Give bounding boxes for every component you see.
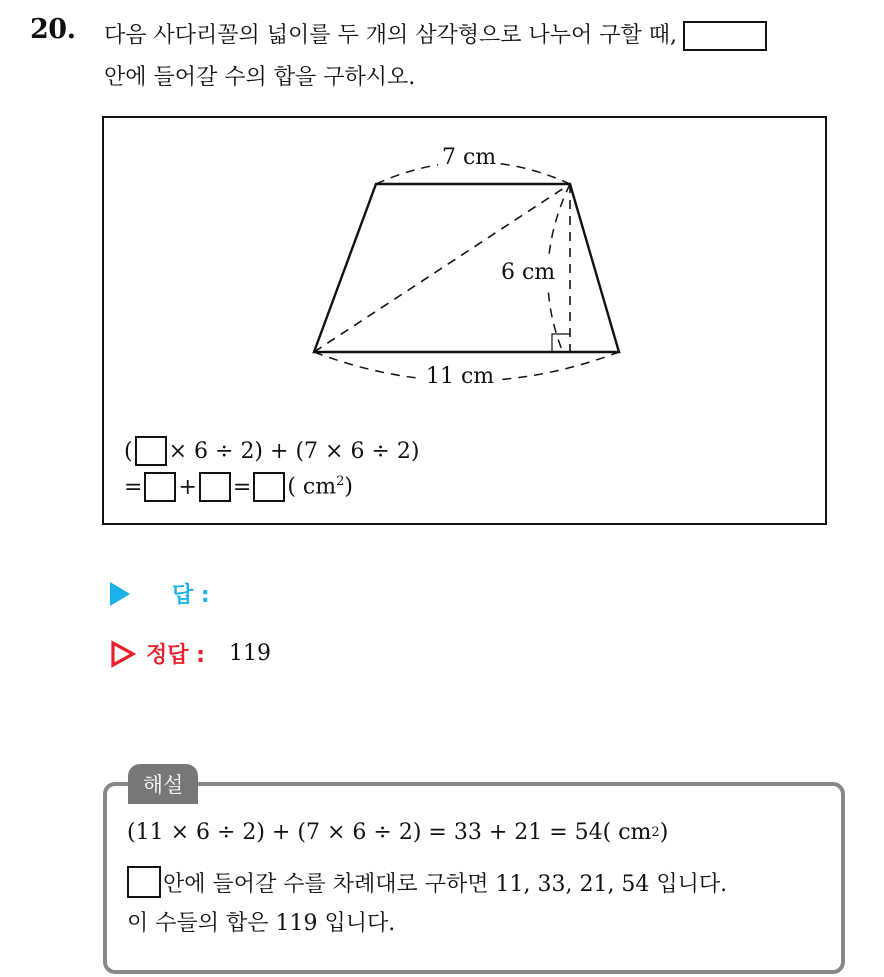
explanation-line3: 이 수들의 합은 119 입니다. — [127, 911, 396, 936]
explanation-box — [103, 782, 845, 974]
question-text-line1 — [104, 18, 767, 51]
question-number: 20. — [30, 14, 76, 45]
answer-label: 답 : — [172, 583, 210, 608]
plus-sign: + — [178, 474, 197, 500]
equation-blank-1 — [135, 436, 167, 466]
question-blank-box — [683, 21, 767, 51]
explanation-line2: 안에 들어갈 수를 차례대로 구하면 11, 33, 21, 54 입니다. — [127, 866, 727, 898]
answer-row — [110, 578, 210, 609]
height-label: 6 cm — [497, 260, 559, 286]
correct-answer-label: 정답 : — [146, 643, 205, 668]
equation-line1-text: × 6 ÷ 2) + (7 × 6 ÷ 2) — [168, 438, 420, 464]
unit-text: ( $cm^2$) — [287, 474, 353, 500]
question-text: 다음 사다리꼴의 넓이를 두 개의 삼각형으로 나누어 구할 때, — [104, 23, 677, 48]
bottom-length-label: 11 cm — [422, 364, 498, 390]
trapezoid-shape — [314, 184, 619, 352]
correct-answer-value: 119 — [228, 641, 271, 666]
top-length-label: 7 cm — [438, 145, 500, 171]
equals-sign: = — [124, 474, 143, 500]
play-outline-icon — [110, 640, 136, 668]
play-marker-icon — [110, 582, 130, 606]
equation-line2 — [124, 472, 353, 502]
equation-line1 — [124, 436, 419, 466]
explanation-line1: (11 × 6 ÷ 2) + (7 × 6 ÷ 2) = 33 + 21 = 54( cm 2 ) — [127, 820, 669, 845]
equation-blank-4 — [253, 472, 285, 502]
explanation-blank-box — [127, 866, 161, 898]
right-angle-mark — [552, 334, 570, 352]
explanation-tag: 해설 — [128, 764, 198, 804]
figure-box — [102, 116, 827, 525]
question-text-line2: 안에 들어갈 수의 합을 구하시오. — [104, 65, 416, 90]
equals-sign-2: = — [232, 474, 252, 500]
equation-blank-2 — [144, 472, 176, 502]
correct-answer-row — [110, 638, 271, 669]
equation-blank-3 — [199, 472, 231, 502]
equation-paren: ( — [124, 438, 133, 464]
